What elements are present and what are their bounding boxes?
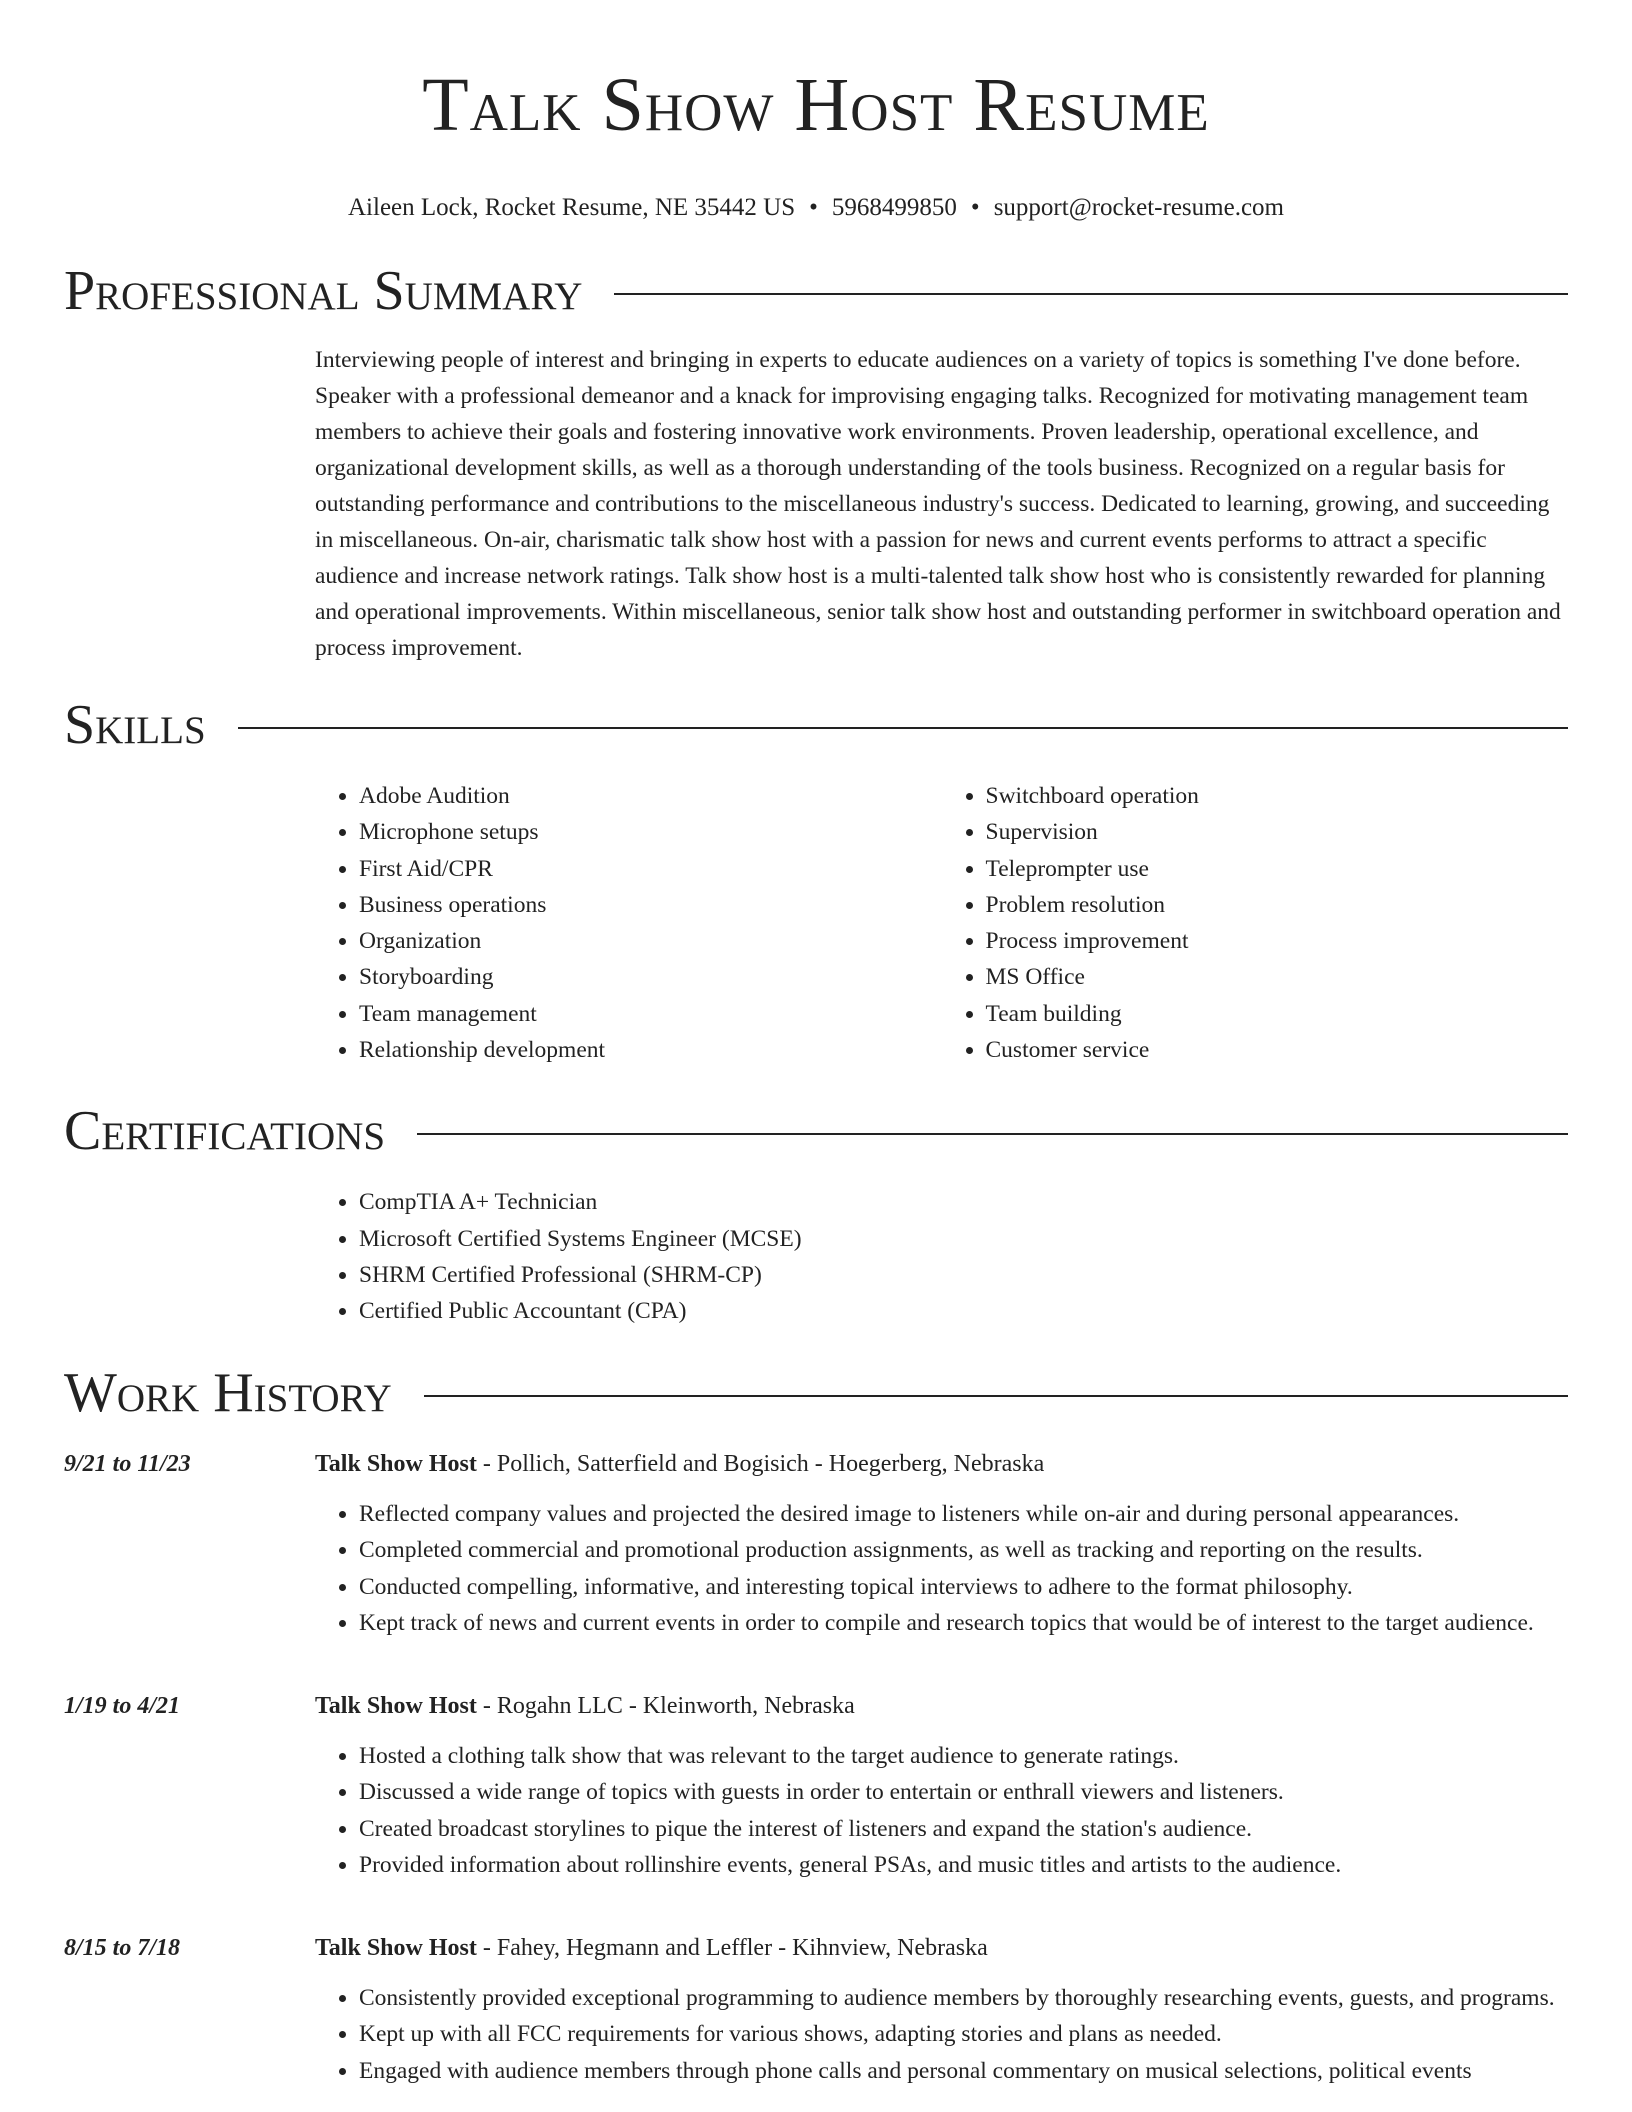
job-bullets (315, 1980, 1568, 2090)
section-divider (424, 1395, 1568, 1397)
contact-address: Aileen Lock, Rocket Resume, NE 35442 US (348, 194, 796, 221)
contact-phone: 5968499850 (831, 194, 957, 221)
skill-item: • MS Office (986, 959, 1569, 995)
job-bullet: • Engaged with audience members through phone calls and personal commentary on musical selections, political events (359, 2053, 1568, 2090)
summary-section-header (64, 258, 1568, 324)
skills-column-right (942, 778, 1569, 1068)
contact-separator: • (970, 194, 980, 221)
page-title: Talk Show Host Resume (422, 63, 1210, 147)
job-title: Talk Show Host (315, 1450, 477, 1477)
job-bullet: • Kept up with all FCC requirements for various shows, adapting stories and plans as needed. (359, 2016, 1568, 2053)
work-heading: Work History (64, 1361, 392, 1424)
job-employer-location: - Fahey, Hegmann and Leffler - Kihnview, Nebraska (476, 1934, 988, 1961)
resume-page (64, 0, 1568, 2089)
contact-line (64, 192, 1568, 224)
summary-heading: Professional Summary (64, 260, 583, 322)
skill-item: • Team building (986, 996, 1569, 1032)
job-bullets (315, 1738, 1568, 1884)
skills-section-header (64, 692, 1568, 758)
skills-heading: Skills (64, 694, 206, 756)
certification-item: • SHRM Certified Professional (SHRM-CP) (359, 1257, 1568, 1293)
job-bullet: • Conducted compelling, informative, and interesting topical interviews to adhere to the format philosophy. (359, 1569, 1568, 1606)
skill-item: • Process improvement (986, 923, 1569, 959)
job-employer-location: - Pollich, Satterfield and Bogisich - Hoegerberg, Nebraska (476, 1450, 1045, 1477)
job-content (315, 1930, 1568, 2090)
job-bullet: • Hosted a clothing talk show that was relevant to the target audience to generate ratings. (359, 1738, 1568, 1775)
skill-item: • Business operations (359, 887, 942, 923)
job-bullet: • Created broadcast storylines to pique the interest of listeners and expand the station's audience. (359, 1811, 1568, 1848)
certification-item: • Microsoft Certified Systems Engineer (MCSE) (359, 1221, 1568, 1257)
certifications-list (315, 1184, 1568, 1329)
job-entry (64, 1446, 1568, 1642)
skill-item: • First Aid/CPR (359, 851, 942, 887)
job-dates: 1/19 to 4/21 (64, 1692, 181, 1719)
certifications-heading: Certifications (64, 1100, 386, 1163)
skill-item: • Supervision (986, 814, 1569, 850)
job-dates: 9/21 to 11/23 (64, 1450, 191, 1477)
job-entry (64, 1930, 1568, 2090)
job-heading (315, 1930, 1568, 1966)
work-section-header (64, 1360, 1568, 1426)
job-bullet: • Discussed a wide range of topics with guests in order to entertain or enthrall viewers and listeners. (359, 1774, 1568, 1811)
work-history-list (64, 1446, 1568, 2090)
skill-item: • Adobe Audition (359, 778, 942, 814)
skills-list (315, 778, 1568, 1068)
skill-item: • Team management (359, 996, 942, 1032)
skill-item: • Switchboard operation (986, 778, 1569, 814)
job-content (315, 1446, 1568, 1642)
skill-item: • Problem resolution (986, 887, 1569, 923)
job-title: Talk Show Host (315, 1692, 477, 1719)
job-dates: 8/15 to 7/18 (64, 1934, 181, 1961)
job-bullets (315, 1496, 1568, 1642)
job-bullet: • Reflected company values and projected the desired image to listeners while on-air and during personal appearances. (359, 1496, 1568, 1533)
job-bullet: • Completed commercial and promotional production assignments, as well as tracking and reporting on the results. (359, 1532, 1568, 1569)
contact-separator: • (809, 194, 818, 221)
job-bullet: • Kept track of news and current events in order to compile and research topics that would be of interest to the target audience. (359, 1605, 1568, 1642)
job-title: Talk Show Host (315, 1934, 477, 1961)
contact-email: support@rocket-resume.com (993, 194, 1284, 221)
skill-item: • Teleprompter use (986, 851, 1569, 887)
certification-item: • Certified Public Accountant (CPA) (359, 1293, 1568, 1329)
section-divider (238, 727, 1568, 729)
job-bullet: • Provided information about rollinshire events, general PSAs, and music titles and artists to the audience. (359, 1847, 1568, 1884)
skill-item: • Microphone setups (359, 814, 942, 850)
certification-item: • CompTIA A+ Technician (359, 1184, 1568, 1220)
job-entry (64, 1688, 1568, 1884)
section-divider (614, 293, 1568, 295)
skills-column-left (315, 778, 942, 1068)
certifications-section-header (64, 1098, 1568, 1164)
skill-item: • Storyboarding (359, 959, 942, 995)
job-heading (315, 1688, 1568, 1724)
job-employer-location: - Rogahn LLC - Kleinworth, Nebraska (476, 1692, 855, 1719)
job-bullet: • Consistently provided exceptional programming to audience members by thoroughly researching events, guests, and programs. (359, 1980, 1568, 2017)
summary-text: Interviewing people of interest and bringing in experts to educate audiences on a variety of topics is something I've done before. Speaker with a professional demeanor and a knack for improvising engaging talks. Recognized for motivating management team members to achieve their goals and fostering innovative work environments. Proven leadership, operational excellence, and organizational development skills, as well as a thorough understanding of the tools business. Recognized on a regular basis for outstanding performance and contributions to the miscellaneous industry's success. Dedicated to learning, growing, and succeeding in miscellaneous. On-air, charismatic talk show host with a passion for news and current events performs to attract a specific audience and increase network ratings. Talk show host is a multi-talented talk show host who is consistently rewarded for planning and operational improvements. Within miscellaneous, senior talk show host and outstanding performer in switchboard operation and process improvement. (315, 347, 1561, 661)
skill-item: • Customer service (986, 1032, 1569, 1068)
skill-item: • Relationship development (359, 1032, 942, 1068)
job-heading (315, 1446, 1568, 1482)
job-content (315, 1688, 1568, 1884)
section-divider (417, 1133, 1568, 1135)
skill-item: • Organization (359, 923, 942, 959)
